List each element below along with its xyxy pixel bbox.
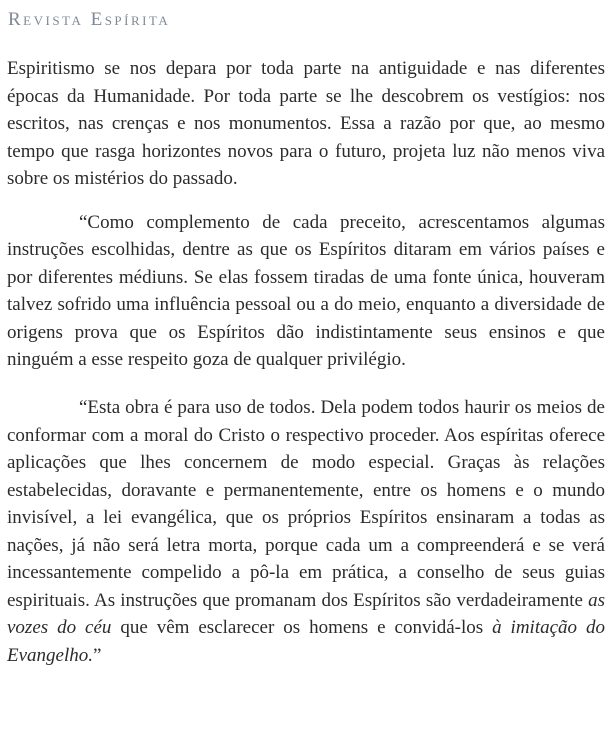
paragraph-1: Espiritismo se nos depara por toda parte na antiguidade e nas diferentes épocas da Humanidade. Por toda parte se lhe descobrem os vestígios: nos escritos, nas crenças e nos monumentos. Essa a razão por que, ao mesmo tempo que rasga horizontes novos para o futuro, projeta luz não menos viva sobre os mistérios do passado.: [7, 58, 605, 190]
paragraph-3-mid-text: que vêm esclarecer os homens e convidá-los: [111, 617, 493, 639]
running-header: Revista Espírita: [8, 9, 171, 30]
paragraph-2: “Como complemento de cada preceito, acrescentamos algumas instruções escolhidas, dentre as que os Espíritos ditaram em vários países e por diferentes médiuns. Se elas fossem tiradas de uma fonte única, houveram talvez sofrido uma influência pessoal ou a do meio, enquanto a diversidade de origens prova que os Espíritos dão indistintamente seus ensinos e que ninguém a esse respeito goza de qualquer privilégio.: [7, 211, 605, 371]
italic-phrase-vozes-do-ceu: as vozes do céu: [7, 589, 605, 639]
paragraph-3: [7, 394, 605, 669]
paragraph-3-lead-text: “Esta obra é para uso de todos. Dela podem todos haurir os meios de conformar com a moral do Cristo o respectivo proceder. Aos espíritas oferece aplicações que lhes concernem de modo especial. Graças às relações estabelecidas, doravante e permanentemente, entre os homens e o mundo invisível, a lei evangélica, que os próprios Espíritos ensinaram a todas as nações, já não será letra morta, porque cada um a compreenderá e se verá incessantemente compelido a pô-la em prática, a conselho de seus guias espirituais. As instruções que promanam dos Espíritos são verdadeiramente: [7, 397, 605, 611]
paragraph-3-closing-quote: ”: [93, 644, 102, 666]
page-content: [7, 55, 605, 669]
italic-phrase-imitacao-do-evangelho: à imitação do Evangelho.: [7, 617, 605, 666]
